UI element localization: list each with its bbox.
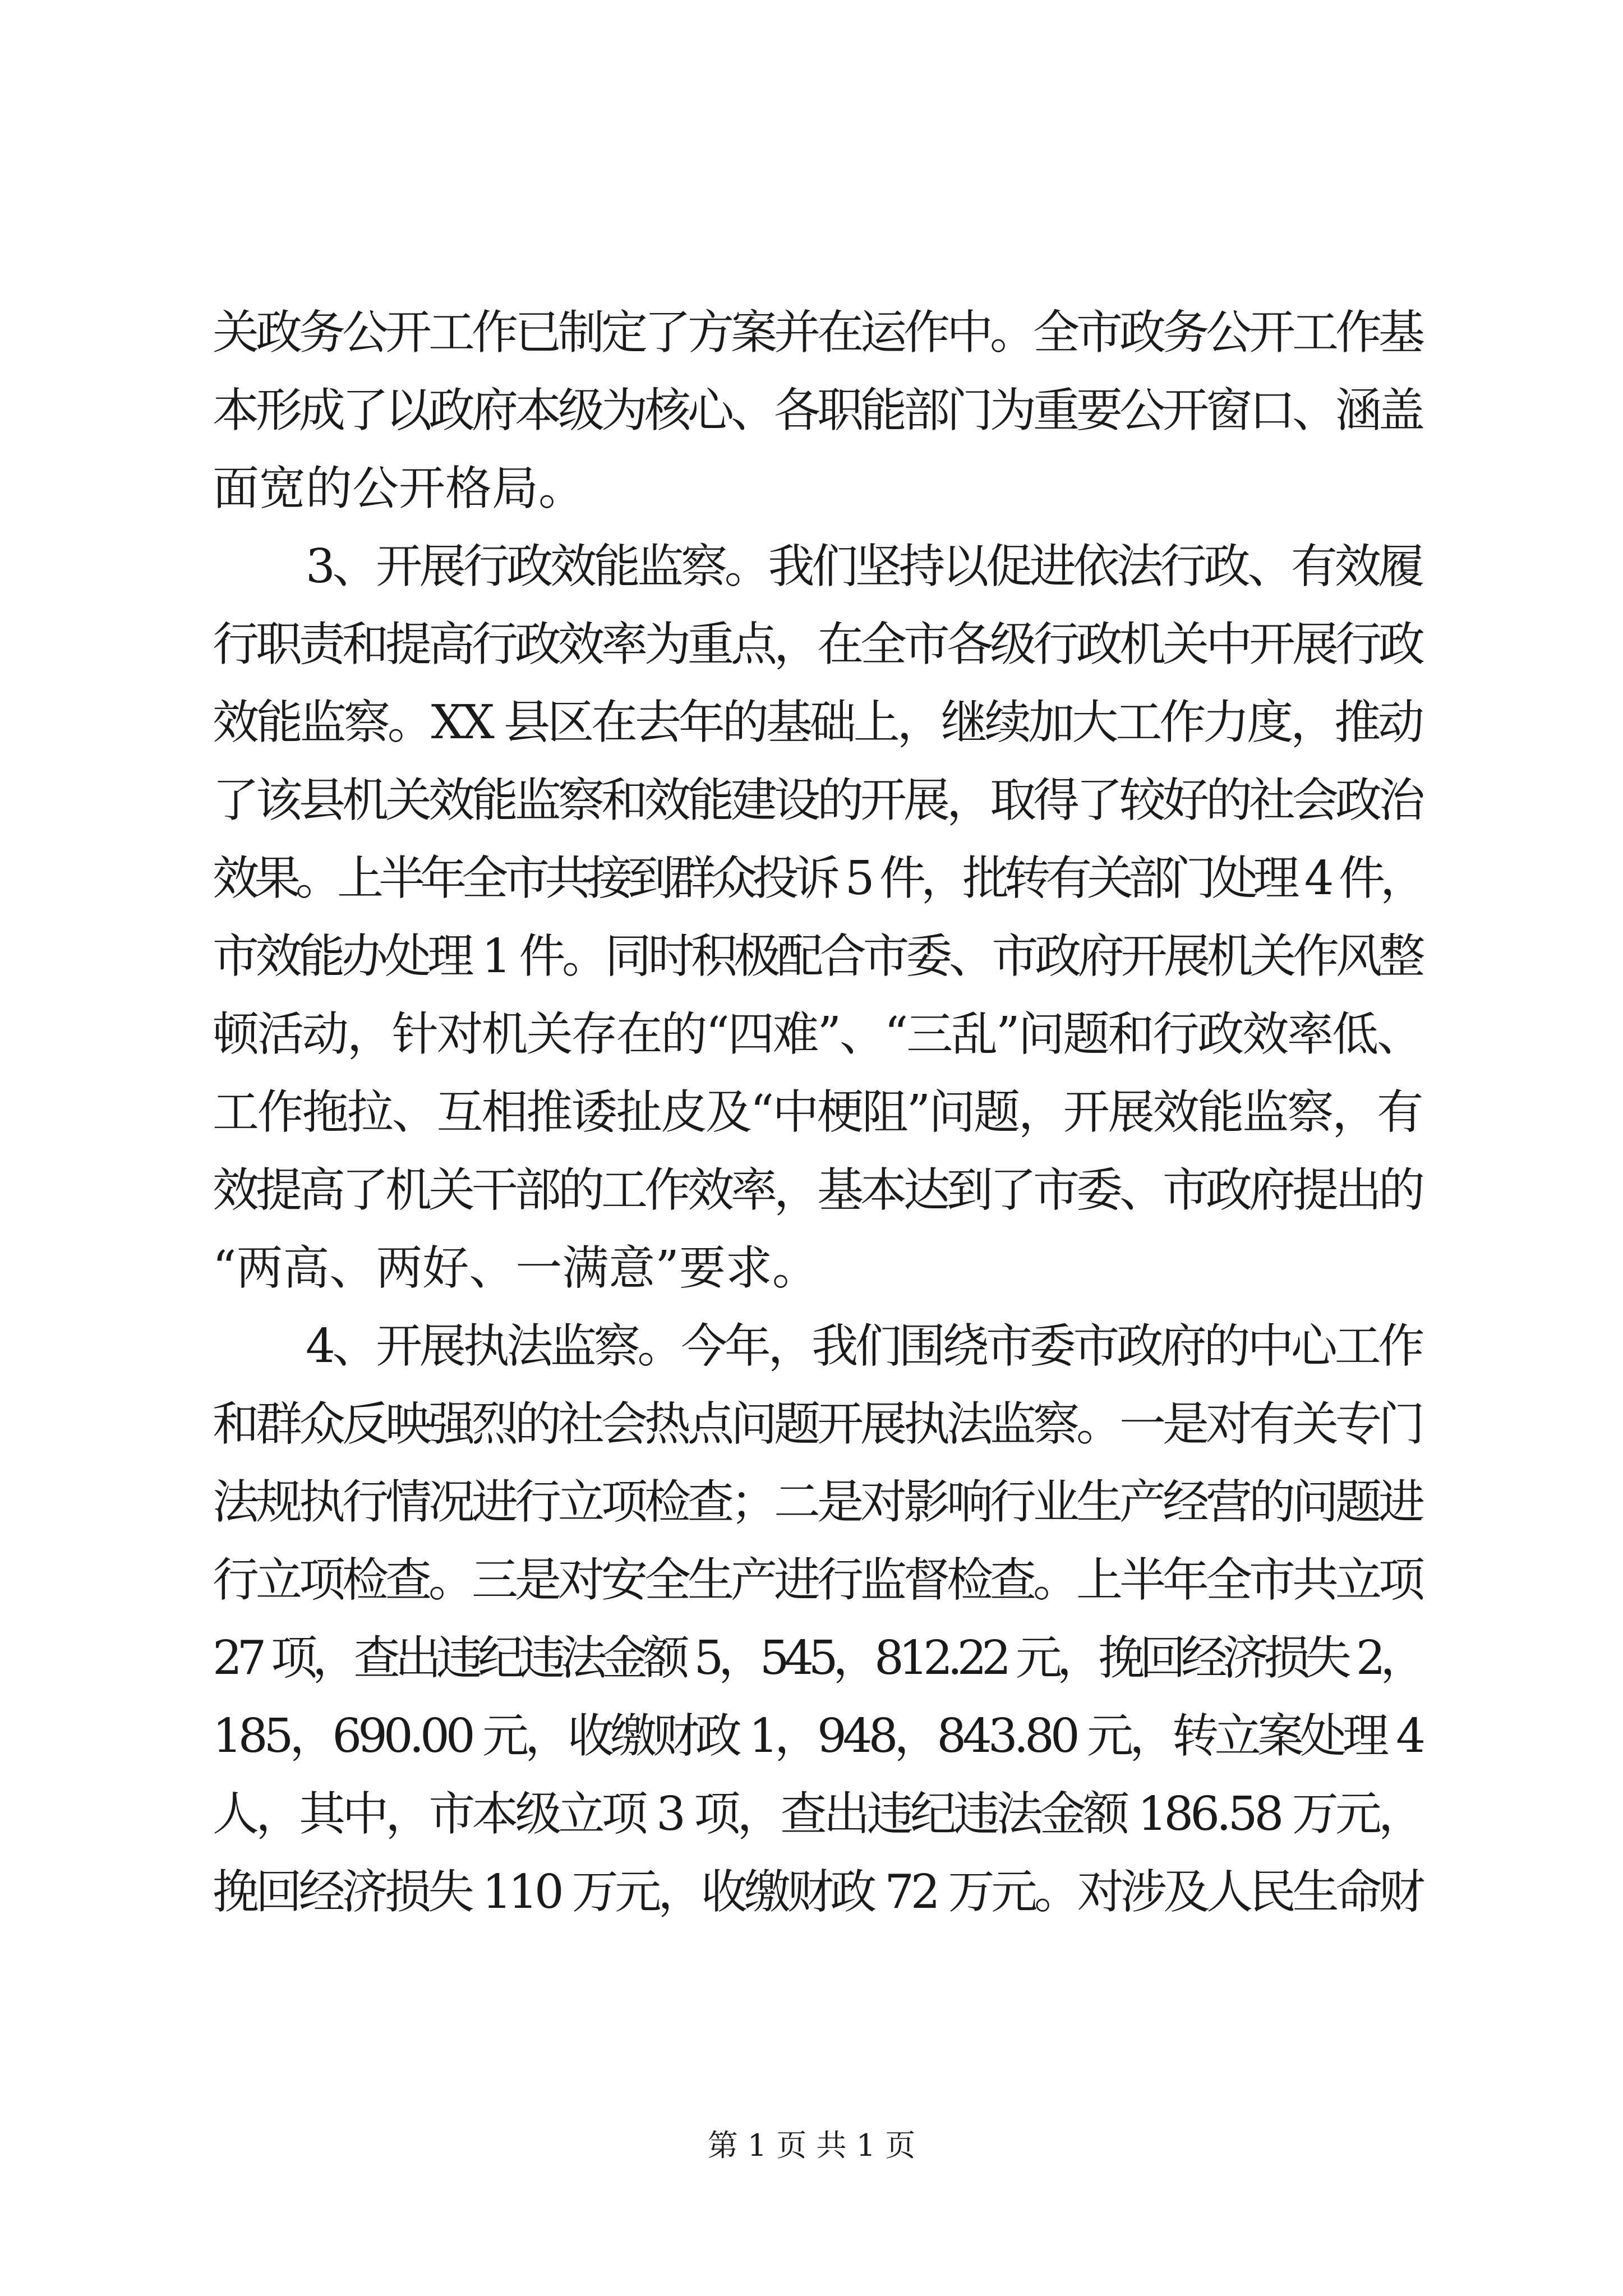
text-line: 市效能办处理 1 件。同时积极配合市委、市政府开展机关作风整 xyxy=(213,929,1422,983)
text-line: 185，690.00 元，收缴财政 1，948，843.80 元，转立案处理 4 xyxy=(213,1709,1422,1763)
text-line: 27 项，查出违纪违法金额 5，545，812.22 元，挽回经济损失 2， xyxy=(213,1631,1422,1685)
page-number: 第 1 页 共 1 页 xyxy=(707,2128,916,2163)
text-line: 效能监察。XX 县区在去年的基础上，继续加大工作力度，推动 xyxy=(213,695,1422,749)
text-line: 关政务公开工作已制定了方案并在运作中。全市政务公开工作基 xyxy=(213,305,1422,360)
text-line: 本形成了以政府本级为核心、各职能部门为重要公开窗口、涵盖 xyxy=(213,383,1422,438)
paragraph-start-line: 3、开展行政效能监察。我们坚持以促进依法行政、有效履 xyxy=(306,539,1422,593)
text-line: 挽回经济损失 110 万元，收缴财政 72 万元。对涉及人民生命财 xyxy=(213,1865,1422,1919)
text-line: 顿活动，针对机关存在的“四难”、“三乱”问题和行政效率低、 xyxy=(213,1007,1422,1061)
document-body xyxy=(213,293,1422,1931)
text-line: 人，其中，市本级立项 3 项，查出违纪违法金额 186.58 万元， xyxy=(213,1787,1422,1841)
text-line: 面宽的公开格局。 xyxy=(213,461,585,516)
text-line: 行立项检查。三是对安全生产进行监督检查。上半年全市共立项 xyxy=(213,1553,1422,1607)
text-line: 效果。上半年全市共接到群众投诉 5 件，批转有关部门处理 4 件， xyxy=(213,851,1422,905)
text-line: 和群众反映强烈的社会热点问题开展执法监察。一是对有关专门 xyxy=(213,1397,1422,1451)
text-line: 法规执行情况进行立项检查；二是对影响行业生产经营的问题进 xyxy=(213,1475,1422,1529)
text-line: 效提高了机关干部的工作效率，基本达到了市委、市政府提出的 xyxy=(213,1163,1422,1217)
text-line: 了该县机关效能监察和效能建设的开展，取得了较好的社会政治 xyxy=(213,773,1422,827)
paragraph-start-line: 4、开展执法监察。今年，我们围绕市委市政府的中心工作 xyxy=(306,1319,1422,1373)
text-line: 行职责和提高行政效率为重点，在全市各级行政机关中开展行政 xyxy=(213,617,1422,671)
text-line: 工作拖拉、互相推诿扯皮及“中梗阻”问题，开展效能监察，有 xyxy=(213,1085,1422,1139)
text-line: “两高、两好、一满意”要求。 xyxy=(213,1241,819,1295)
page-footer xyxy=(0,2126,1623,2165)
